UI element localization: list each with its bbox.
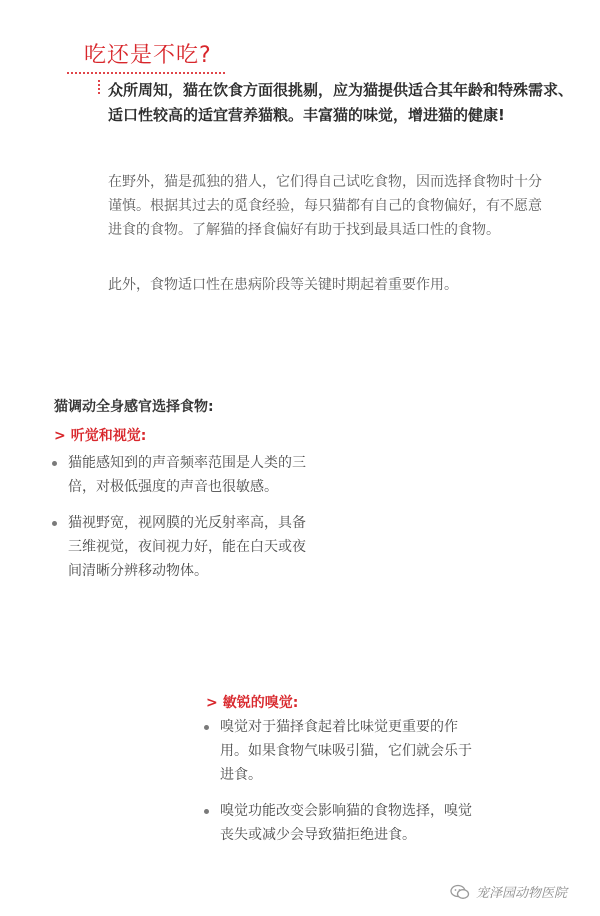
bullet-icon [52, 521, 57, 526]
list-item [204, 715, 472, 787]
list-item-text: 嗅觉功能改变会影响猫的食物选择，嗅觉丧失或减少会导致猫拒绝进食。 [220, 803, 472, 843]
watermark [450, 882, 567, 904]
subheading-label: 听觉和视觉: [70, 428, 147, 444]
wechat-icon [450, 884, 470, 904]
list-item-text: 猫能感知到的声音频率范围是人类的三倍，对极低强度的声音也很敏感。 [68, 455, 306, 495]
lead-paragraph: 众所周知，猫在饮食方面很挑剔，应为猫提供适合其年龄和特殊需求、适口性较高的适宜营养猫粮。丰富猫的味觉，增进猫的健康! [108, 81, 574, 124]
subheading-smell [206, 692, 298, 712]
section-title: 猫调动全身感官选择食物: [54, 399, 214, 415]
bullet-icon [204, 809, 209, 814]
list-item-text: 嗅觉对于猫择食起着比味觉更重要的作用。如果食物气味吸引猫，它们就会乐于进食。 [220, 719, 472, 783]
body-paragraph: 在野外，猫是孤独的猎人，它们得自己试吃食物，因而选择食物时十分谨慎。根据其过去的觅食经验，每只猫都有自己的食物偏好，有不愿意进食的食物。了解猫的择食偏好有助于找到最具适口性的食物。 [108, 174, 542, 238]
body-paragraph: 此外，食物适口性在患病阶段等关键时期起着重要作用。 [108, 277, 458, 293]
list-item-text: 猫视野宽，视网膜的光反射率高，具备三维视觉，夜间视力好，能在白天或夜间清晰分辨移动物体。 [68, 515, 306, 579]
watermark-text: 宠泽园动物医院 [476, 886, 568, 901]
chevron-right-icon: > [206, 695, 218, 711]
list-item [52, 511, 310, 583]
list-item [52, 451, 310, 499]
subheading-label: 敏锐的嗅觉: [222, 695, 299, 711]
list-item [204, 799, 472, 847]
subheading-hearing-vision [54, 425, 146, 445]
bullet-list [52, 451, 310, 595]
dotted-rule [67, 72, 225, 74]
chevron-right-icon: > [54, 428, 66, 444]
bullet-icon [52, 461, 57, 466]
dotted-rule-vertical [98, 80, 100, 94]
bullet-icon [204, 725, 209, 730]
bullet-list [204, 715, 472, 859]
page-title: 吃还是不吃? [84, 43, 212, 68]
